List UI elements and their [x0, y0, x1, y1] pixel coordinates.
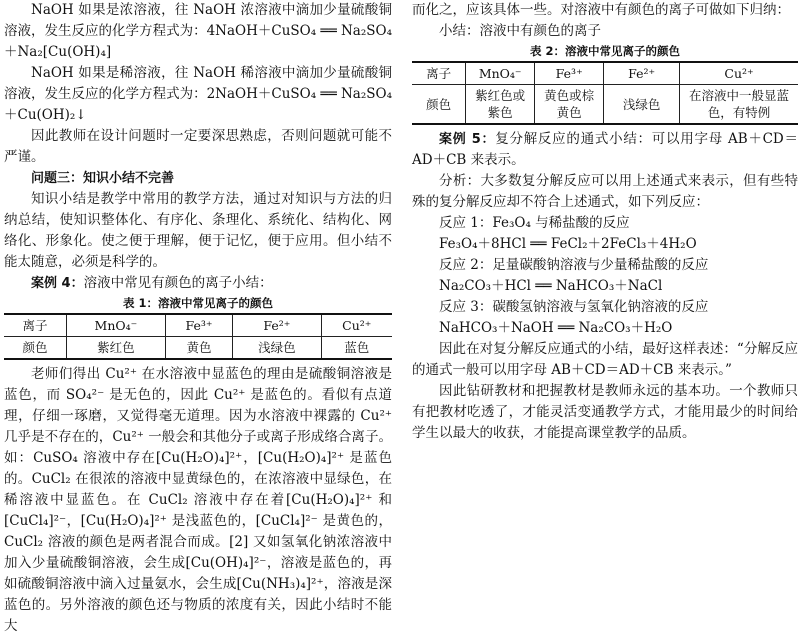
table-cell: Fe²⁺: [233, 314, 321, 337]
table-cell: Fe³⁺: [165, 314, 232, 337]
table-cell: 黄色或棕黄色: [535, 85, 604, 125]
table-cell: 在溶液中一般显蓝色，有特例: [680, 85, 799, 125]
section-heading: 问题三：知识小结不完善: [31, 171, 175, 186]
reaction-equation: Fe₃O₄＋8HCl ══ FeCl₂＋2FeCl₃＋4H₂O: [439, 236, 697, 252]
paragraph: 而化之，应该具体一些。对溶液中有颜色的离子可做如下归纳：: [412, 2, 790, 18]
table-cell: 紫红色或紫色: [466, 85, 535, 125]
table-row: [412, 85, 798, 125]
table-cell: 浅绿色: [604, 85, 680, 125]
paragraph: 小结：溶液中有颜色的离子: [439, 23, 601, 39]
paragraph: 因此钻研教材和把握教材是教师永远的基本功。一个教师只有把教材吃透了，才能灵活变通教学方式，才能用最少的时间给学生以最大的收获，才能提高课堂教学的品质。: [412, 383, 798, 441]
case-title: 案例 5：: [439, 132, 496, 147]
paragraph: 因此在对复分解反应通式的小结，最好这样表述：“分解反应的通式一般可以用字母 AB＋CD＝AD＋CB 来表示。”: [412, 341, 798, 378]
case-line: [4, 273, 392, 294]
table-cell: Fe³⁺: [535, 62, 604, 85]
table-cell: Cu²⁺: [321, 314, 392, 337]
table-cell: 蓝色: [321, 337, 392, 360]
table-cell: MnO₄⁻: [67, 314, 166, 337]
table-cell: MnO₄⁻: [466, 62, 535, 85]
table-cell: Fe²⁺: [604, 62, 680, 85]
reaction-equation: Na₂CO₃＋HCl ══ NaHCO₃＋NaCl: [439, 278, 663, 294]
ion-color-table: [4, 313, 392, 360]
paragraph: NaOH 如果是稀溶液，往 NaOH 稀溶液中滴加少量硫酸铜溶液，发生反应的化学方程式为：2NaOH＋CuSO₄ ══ Na₂SO₄＋Cu(OH)₂↓: [4, 65, 392, 123]
case-text: 溶液中常见有颜色的离子小结：: [83, 275, 273, 291]
table-cell: 紫红色: [67, 337, 166, 360]
table-caption: 表 2：溶液中常见离子的颜色: [529, 44, 680, 58]
table-row: [412, 62, 798, 85]
table-cell: Cu²⁺: [680, 62, 799, 85]
table-cell: 离子: [412, 62, 466, 85]
paragraph: 分析：大多数复分解反应可以用上述通式来表示，但有些特殊的复分解反应却不符合上述通式，如下列反应：: [412, 173, 798, 210]
table-row: [4, 314, 392, 337]
reaction-equation: NaHCO₃＋NaOH ══ Na₂CO₃＋H₂O: [439, 320, 673, 336]
paragraph: NaOH 如果是浓溶液，往 NaOH 浓溶液中滴加少量硫酸铜溶液，发生反应的化学方程式为：4NaOH＋CuSO₄ ══ Na₂SO₄＋Na₂[Cu(OH)₄]: [4, 2, 392, 60]
paragraph: 因此教师在设计问题时一定要深思熟虑，否则问题就可能不严谨。: [4, 128, 392, 165]
table-cell: 颜色: [412, 85, 466, 125]
table-cell: 离子: [4, 314, 67, 337]
table-cell: 黄色: [165, 337, 232, 360]
table-row: [4, 337, 392, 360]
case-text: 复分解反应的通式小结：可以用字母 AB＋CD＝AD＋CB 来表示。: [412, 131, 798, 168]
left-column: [4, 0, 392, 637]
reaction-label: 反应 1：Fe₃O₄ 与稀盐酸的反应: [439, 215, 630, 231]
right-column: [412, 0, 798, 444]
reaction-label: 反应 2：足量碳酸钠溶液与少量稀盐酸的反应: [439, 257, 709, 273]
table-cell: 浅绿色: [233, 337, 321, 360]
reaction-label: 反应 3：碳酸氢钠溶液与氢氧化钠溶液的反应: [439, 299, 709, 315]
table-caption: 表 1：溶液中常见离子的颜色: [122, 296, 273, 310]
case-title: 案例 4：: [31, 276, 84, 291]
paragraph: 老师们得出 Cu²⁺ 在水溶液中显蓝色的理由是硫酸铜溶液是蓝色，而 SO₄²⁻ 是无色的，因此 Cu²⁺ 是蓝色的。看似有点道理，仔细一琢磨，又觉得毫无道理。因为水溶液中裸露的 Cu²⁺ 几乎是不存在的，Cu²⁺ 一般会和其他分子或离子形成络合离子。如：CuSO₄ 溶液中存在[Cu(H₂O)₄]²⁺，[Cu(H₂O)₄]²⁺ 是蓝色的。CuCl₂ 在很浓的溶液中显黄绿色的，在浓溶液中显绿色，在稀溶液中显蓝色。在 CuCl₂ 溶液中存在着[Cu(H₂O)₄]²⁺ 和[CuCl₄]²⁻，[Cu(H₂O)₄]²⁺ 是浅蓝色的，[CuCl₄]²⁻ 是黄色的，CuCl₂ 溶液的颜色是两者混合而成。[2] 又如氢氧化钠浓溶液中加入少量硫酸铜溶液，会生成[Cu(OH)₄]²⁻，溶液是蓝色的，再如硫酸铜溶液中滴入过量氨水，会生成[Cu(NH₃)₄]²⁺，溶液是深蓝色的。另外溶液的颜色还与物质的浓度有关，因此小结时不能大: [4, 366, 392, 634]
paragraph: 知识小结是教学中常用的教学方法，通过对知识与方法的归纳总结，使知识整体化、有序化、条理化、系统化、结构化、网络化、形象化。使之便于理解，便于记忆，便于应用。但小结不能太随意，必须是科学的。: [4, 191, 392, 270]
table-cell: 颜色: [4, 337, 67, 360]
ion-color-table: [412, 61, 798, 125]
case-line: [412, 129, 798, 171]
